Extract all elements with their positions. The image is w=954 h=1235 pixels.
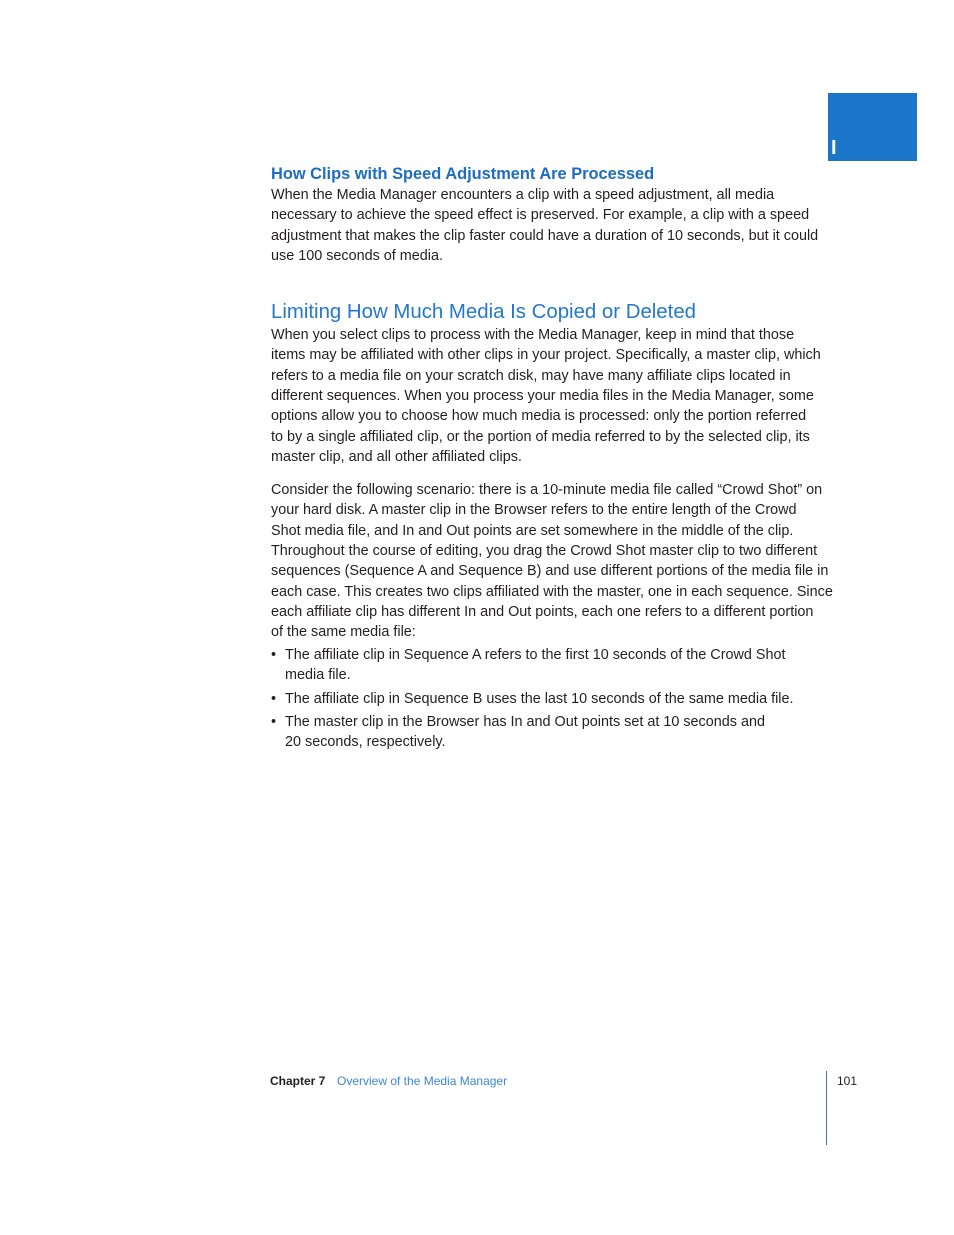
chapter-tab-mark: I xyxy=(831,137,837,159)
footer-divider xyxy=(826,1071,827,1145)
paragraph-line: your hard disk. A master clip in the Browser refers to the entire length of the Crowd xyxy=(271,502,797,519)
bullet-glyph: • xyxy=(271,691,277,707)
paragraph-line: each affiliate clip has different In and Out points, each one refers to a different portion xyxy=(271,603,814,620)
bullet-text xyxy=(285,712,765,753)
paragraph-speed-adjustment xyxy=(271,185,818,266)
paragraph-line: Throughout the course of editing, you drag the Crowd Shot master clip to two different xyxy=(271,542,818,559)
paragraph-line: items may be affiliated with other clips in your project. Specifically, a master clip, which xyxy=(271,347,821,364)
paragraph-line: When the Media Manager encounters a clip with a speed adjustment, all media xyxy=(271,187,775,203)
paragraph-line: Consider the following scenario: there is a 10-minute media file called “Crowd Shot” on xyxy=(271,482,823,498)
paragraph-line: necessary to achieve the speed effect is preserved. For example, a clip with a speed xyxy=(271,207,810,224)
paragraph-line: Shot media file, and In and Out points are set somewhere in the middle of the clip. xyxy=(271,522,794,539)
paragraph-line: refers to a media file on your scratch disk, may have many affiliate clips located in xyxy=(271,367,791,384)
footer-chapter-label: Chapter 7 xyxy=(270,1074,326,1088)
paragraph-line: sequences (Sequence A and Sequence B) and use different portions of the media file in xyxy=(271,563,829,580)
paragraph-scenario xyxy=(271,480,833,643)
paragraph-affiliated-clips xyxy=(271,325,821,467)
paragraph-line: use 100 seconds of media. xyxy=(271,247,443,264)
bullet-line: The affiliate clip in Sequence A refers to the first 10 seconds of the Crowd Shot xyxy=(285,647,786,663)
paragraph-line: to by a single affiliated clip, or the portion of media referred to by the selected clip, its xyxy=(271,428,810,445)
footer-chapter-title-link[interactable]: Overview of the Media Manager xyxy=(337,1074,508,1088)
bullet-line: media file. xyxy=(285,667,351,684)
page-number: 101 xyxy=(837,1074,858,1088)
bullet-glyph: • xyxy=(271,714,277,730)
paragraph-line: different sequences. When you process your media files in the Media Manager, some xyxy=(271,387,814,404)
paragraph-line: When you select clips to process with the Media Manager, keep in mind that those xyxy=(271,327,795,343)
bullet-line: The affiliate clip in Sequence B uses the last 10 seconds of the same media file. xyxy=(285,691,794,707)
heading-speed-adjustment: How Clips with Speed Adjustment Are Processed xyxy=(271,165,655,183)
bullet-item-master-clip xyxy=(271,712,765,753)
bullet-text xyxy=(285,645,786,686)
paragraph-line: options allow you to choose how much media is processed: only the portion referred xyxy=(271,408,807,425)
bullet-text xyxy=(285,689,794,709)
heading-limiting-media: Limiting How Much Media Is Copied or Deleted xyxy=(271,301,696,323)
bullet-item-sequence-a xyxy=(271,645,786,686)
paragraph-line: master clip, and all other affiliated clips. xyxy=(271,448,522,465)
paragraph-line: each case. This creates two clips affiliated with the master, one in each sequence. Since xyxy=(271,583,833,600)
bullet-line: 20 seconds, respectively. xyxy=(285,734,446,751)
paragraph-line: adjustment that makes the clip faster could have a duration of 10 seconds, but it could xyxy=(271,227,819,244)
bullet-line: The master clip in the Browser has In and Out points set at 10 seconds and xyxy=(285,714,765,730)
bullet-item-sequence-b xyxy=(271,689,794,709)
bullet-glyph: • xyxy=(271,647,277,663)
paragraph-line: of the same media file: xyxy=(271,624,416,641)
chapter-tab xyxy=(828,93,917,161)
